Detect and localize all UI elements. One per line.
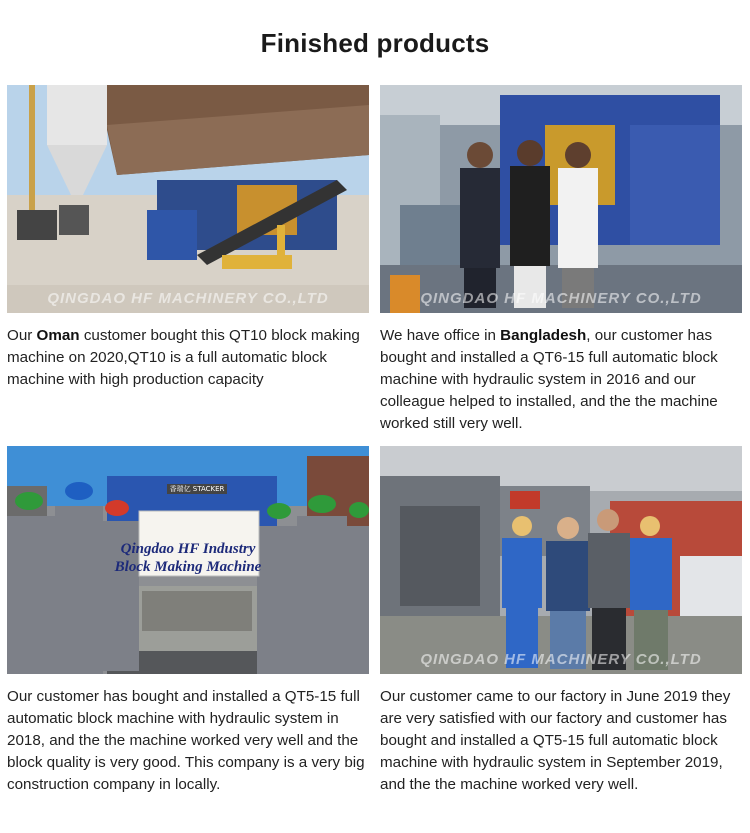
caption-oman [7, 325, 371, 391]
caption-country: Oman [36, 327, 80, 344]
caption-bangladesh [380, 325, 744, 435]
caption-text: Our [7, 327, 37, 344]
banner-line-1: Qingdao HF Industry [120, 541, 256, 557]
caption-text: Our customer has bought and installed a QT5-15 full automatic block machine with hydraulic system in 2018, and the the machine worked very well and the block quality is very good. This company is a very big construction company in locally. [7, 688, 365, 793]
caption-country: Bangladesh [500, 327, 587, 344]
product-photo-factory-visit [380, 446, 742, 674]
caption-text: We have office in [380, 327, 501, 344]
product-photo-workers [7, 446, 369, 674]
page-title: Finished products [260, 28, 490, 58]
watermark: QINGDAO HF MACHINERY CO.,LTD [47, 290, 329, 307]
caption-text: customer bought this QT10 block making machine on 2020,QT10 is a full automatic block machine with high production capacity [7, 327, 360, 388]
machine-sign: 香瑞亿 STACKER [167, 484, 227, 494]
caption-text: Our customer came to our factory in June 2019 they are very satisfied with our factory and customer has bought and installed a QT5-15 full automatic block machine with hydraulic system in September 2019, and the the machine worked very well. [380, 688, 731, 793]
banner-line-2: Block Making Machine [114, 559, 262, 575]
caption-workers [7, 686, 371, 796]
product-photo-oman [7, 85, 369, 313]
caption-factory-visit [380, 686, 744, 796]
caption-text: , our customer has bought and installed a QT6-15 full automatic block machine with hydraulic system in 2016 and our colleague helped to installed, and the the machine worked still very well. [380, 327, 718, 432]
watermark: QINGDAO HF MACHINERY CO.,LTD [420, 651, 702, 668]
watermark: QINGDAO HF MACHINERY CO.,LTD [420, 290, 702, 307]
product-photo-bangladesh [380, 85, 742, 313]
